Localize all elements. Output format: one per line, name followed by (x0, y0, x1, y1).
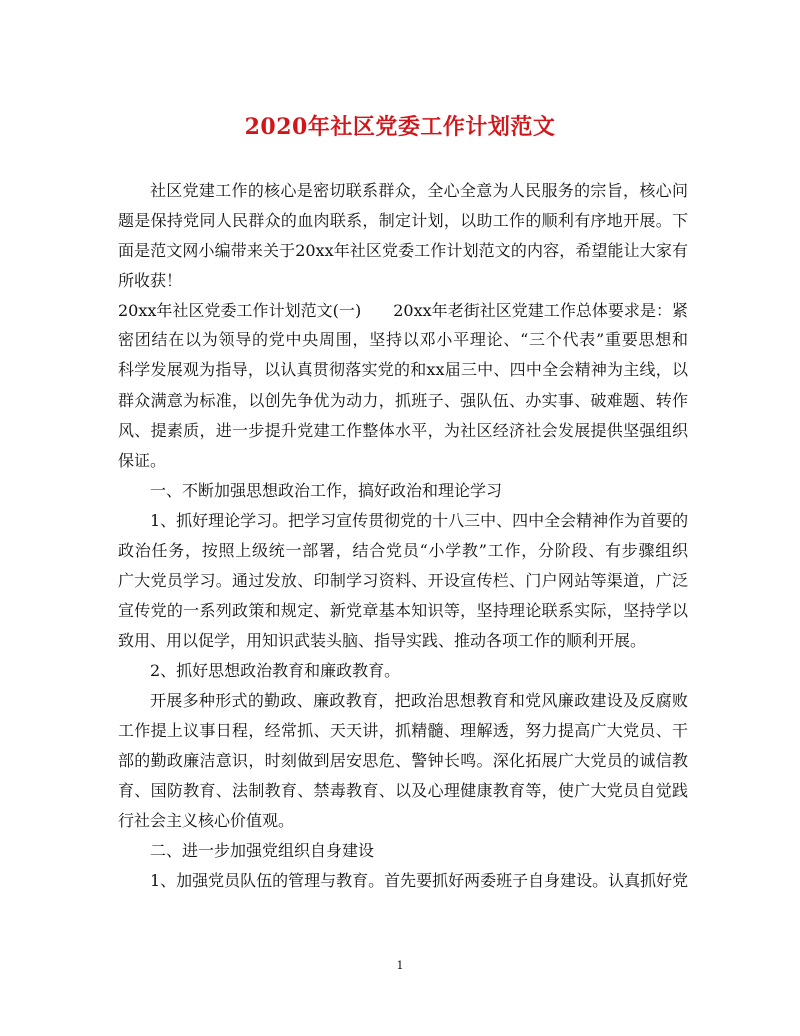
paragraph-line: 1、加强党员队伍的管理与教育。首先要抓好两委班子自身建设。认真抓好党 (150, 871, 688, 890)
paragraph-line: 育、国防教育、法制教育、禁毒教育、以及心理健康教育等，使广大党员自觉践 (118, 781, 688, 800)
paragraph-line: 密团结在以为领导的党中央周围，坚持以邓小平理论、“三个代表”重要思想和 (118, 330, 688, 349)
paragraph-line: 群众满意为标准，以创先争优为动力，抓班子、强队伍、办实事、破难题、转作 (118, 391, 688, 410)
paragraph-line: 所收获！ (118, 271, 183, 290)
paragraph-line: 工作提上议事日程，经常抓、天天讲，抓精髓、理解透，努力提高广大党员、干 (118, 721, 688, 740)
paragraph-line: 政治任务，按照上级统一部署，结合党员“小学教”工作，分阶段、有步骤组织 (118, 541, 688, 560)
page-number: 1 (396, 959, 404, 972)
paragraph-line: 保证。 (118, 451, 167, 470)
paragraph-line: 开展多种形式的勤政、廉政教育，把政治思想教育和党风廉政建设及反腐败 (150, 691, 688, 710)
paragraph-line: 20xx年社区党委工作计划范文(一) 20xx年老街社区党建工作总体要求是：紧 (118, 301, 688, 320)
paragraph-line: 科学发展观为指导，以认真贯彻落实党的和xx届三中、四中全会精神为主线，以 (118, 360, 688, 379)
paragraph-line: 1、抓好理论学习。把学习宣传贯彻党的十八三中、四中全会精神作为首要的 (150, 511, 688, 530)
paragraph-line: 广大党员学习。通过发放、印制学习资料、开设宣传栏、门户网站等渠道，广泛 (118, 571, 688, 590)
paragraph-line: 致用、用以促学，用知识武装头脑、指导实践、推动各项工作的顺利开展。 (118, 631, 647, 650)
paragraph-line: 部的勤政廉洁意识，时刻做到居安思危、警钟长鸣。深化拓展广大党员的诚信教 (118, 751, 688, 770)
paragraph-line: 行社会主义核心价值观。 (118, 811, 295, 830)
section-heading: 一、不断加强思想政治工作，搞好政治和理论学习 (150, 481, 503, 500)
paragraph-line: 题是保持党同人民群众的血肉联系，制定计划，以助工作的顺利有序地开展。下 (118, 211, 688, 230)
section-heading: 二、进一步加强党组织自身建设 (150, 841, 375, 860)
paragraph-line: 社区党建工作的核心是密切联系群众，全心全意为人民服务的宗旨，核心问 (150, 181, 688, 200)
subsection-heading: 2、抓好思想政治教育和廉政教育。 (150, 661, 401, 680)
paragraph-line: 风、提素质，进一步提升党建工作整体水平，为社区经济社会发展提供坚强组织 (118, 421, 688, 440)
paragraph-line: 宣传党的一系列政策和规定、新党章基本知识等，坚持理论联系实际，坚持学以 (118, 601, 688, 620)
document-title: 2020年社区党委工作计划范文 (244, 114, 556, 140)
paragraph-line: 面是范文网小编带来关于20xx年社区党委工作计划范文的内容，希望能让大家有 (118, 241, 688, 260)
